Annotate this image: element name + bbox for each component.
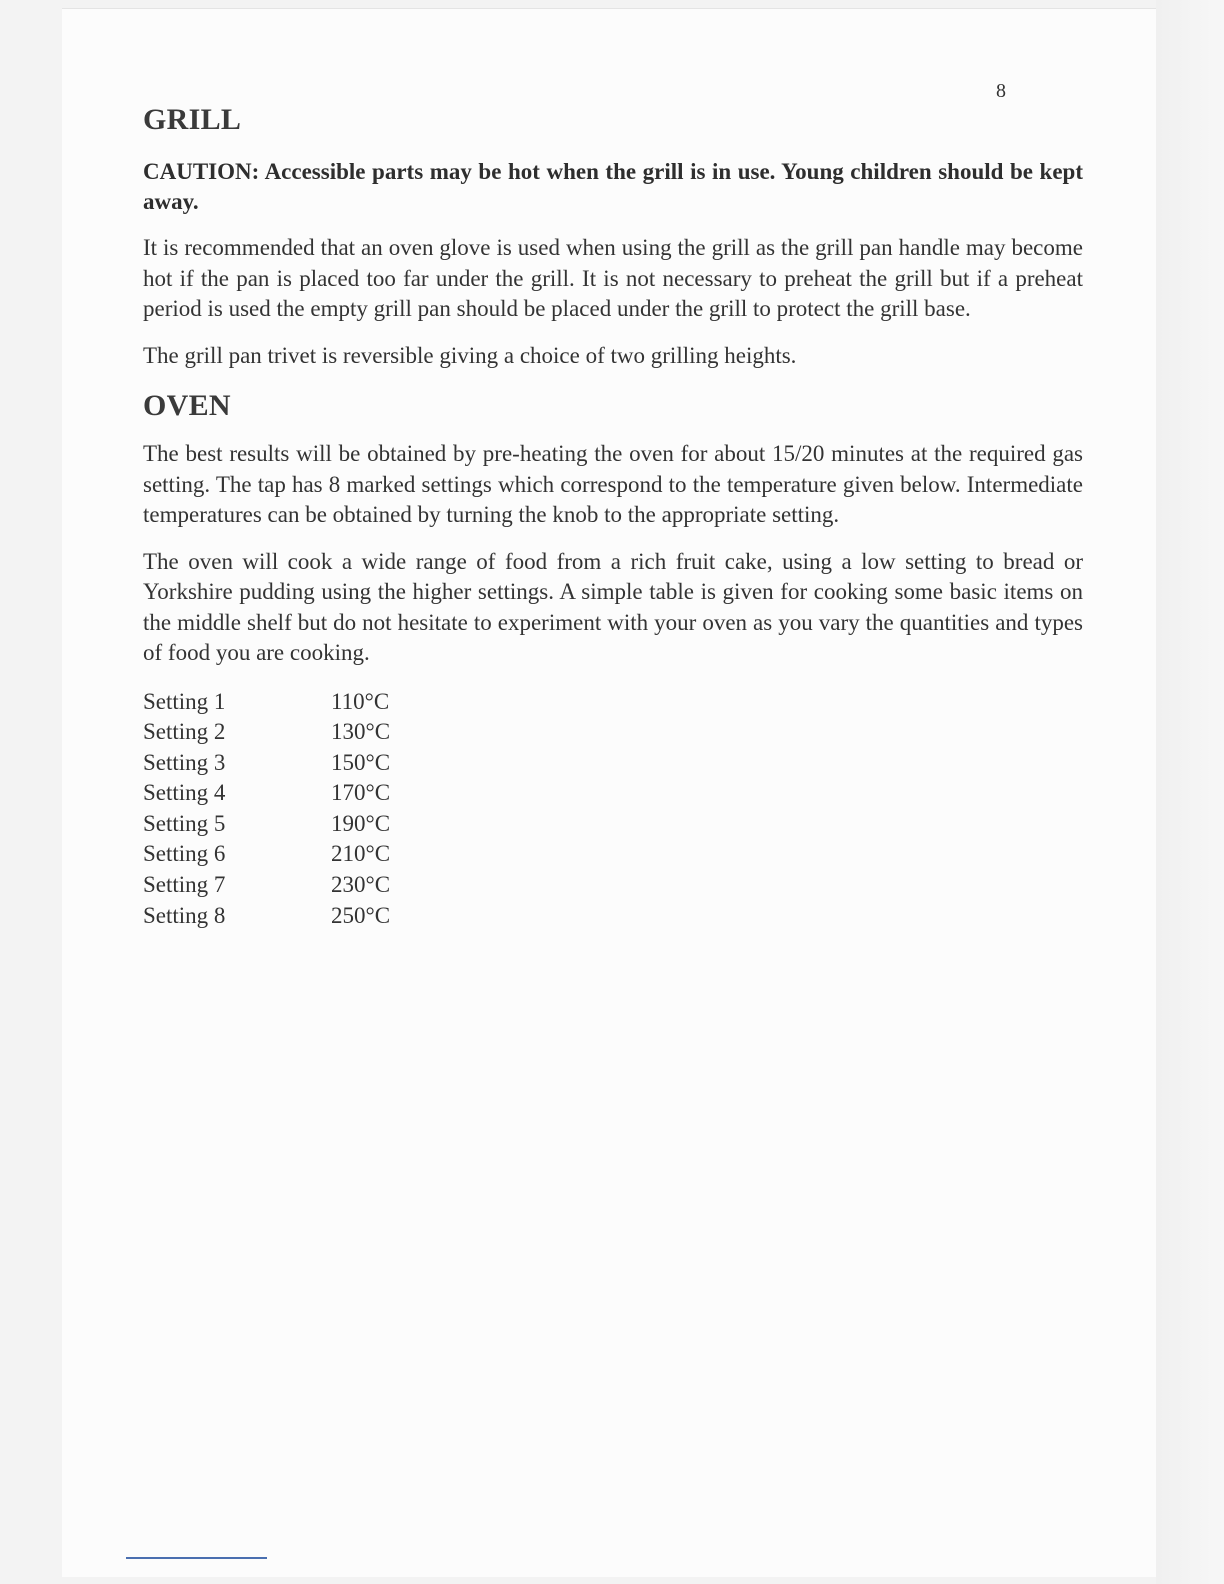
oven-settings-table [143, 687, 1083, 932]
settings-row [143, 839, 1083, 870]
setting-label: Setting 6 [143, 841, 226, 867]
setting-label: Setting 5 [143, 810, 226, 836]
setting-temperature: 170°C [331, 780, 391, 806]
settings-row [143, 748, 1083, 779]
grill-heading: GRILL [143, 103, 242, 136]
scan-margin [1156, 0, 1224, 1584]
oven-paragraph: The oven will cook a wide range of food from a rich fruit cake, using a low setting to bread or Yorkshire pudding using the higher settings. A simple table is given for cooking some basic items on the middle shelf but do not hesitate to experiment with your oven as you vary the quantities and types of food you are cooking. [143, 548, 1083, 665]
setting-temperature: 190°C [331, 810, 391, 836]
page-number: 8 [996, 80, 1006, 102]
setting-label: Setting 1 [143, 688, 226, 714]
setting-temperature: 110°C [331, 688, 390, 714]
setting-temperature: 250°C [331, 902, 391, 928]
setting-temperature: 230°C [331, 872, 391, 898]
settings-row [143, 717, 1083, 748]
setting-label: Setting 7 [143, 872, 226, 898]
settings-row [143, 778, 1083, 809]
setting-temperature: 130°C [331, 719, 391, 745]
settings-row [143, 809, 1083, 840]
grill-paragraph: The grill pan trivet is reversible giving a choice of two grilling heights. [143, 342, 797, 368]
setting-temperature: 150°C [331, 749, 391, 775]
setting-label: Setting 8 [143, 902, 226, 928]
setting-temperature: 210°C [331, 841, 391, 867]
settings-row [143, 687, 1083, 718]
grill-caution: CAUTION: Accessible parts may be hot when the grill is in use. Young children should be kept away. [143, 159, 1083, 214]
settings-row [143, 870, 1083, 901]
oven-heading: OVEN [143, 389, 231, 422]
settings-row [143, 901, 1083, 932]
setting-label: Setting 2 [143, 719, 226, 745]
page-content [143, 103, 1083, 931]
grill-paragraph: It is recommended that an oven glove is used when using the grill as the grill pan handle may become hot if the pan is placed too far under the grill. It is not necessary to preheat the grill but if a preheat period is used the empty grill pan should be placed under the grill to protect the grill base. [143, 235, 1083, 321]
setting-label: Setting 4 [143, 780, 226, 806]
footer-rule [126, 1557, 267, 1559]
setting-label: Setting 3 [143, 749, 226, 775]
oven-paragraph: The best results will be obtained by pre-heating the oven for about 15/20 minutes at the required gas setting. The tap has 8 marked settings which correspond to the temperature given below. Intermediate temperatures can be obtained by turning the knob to the appropriate setting. [143, 441, 1083, 527]
